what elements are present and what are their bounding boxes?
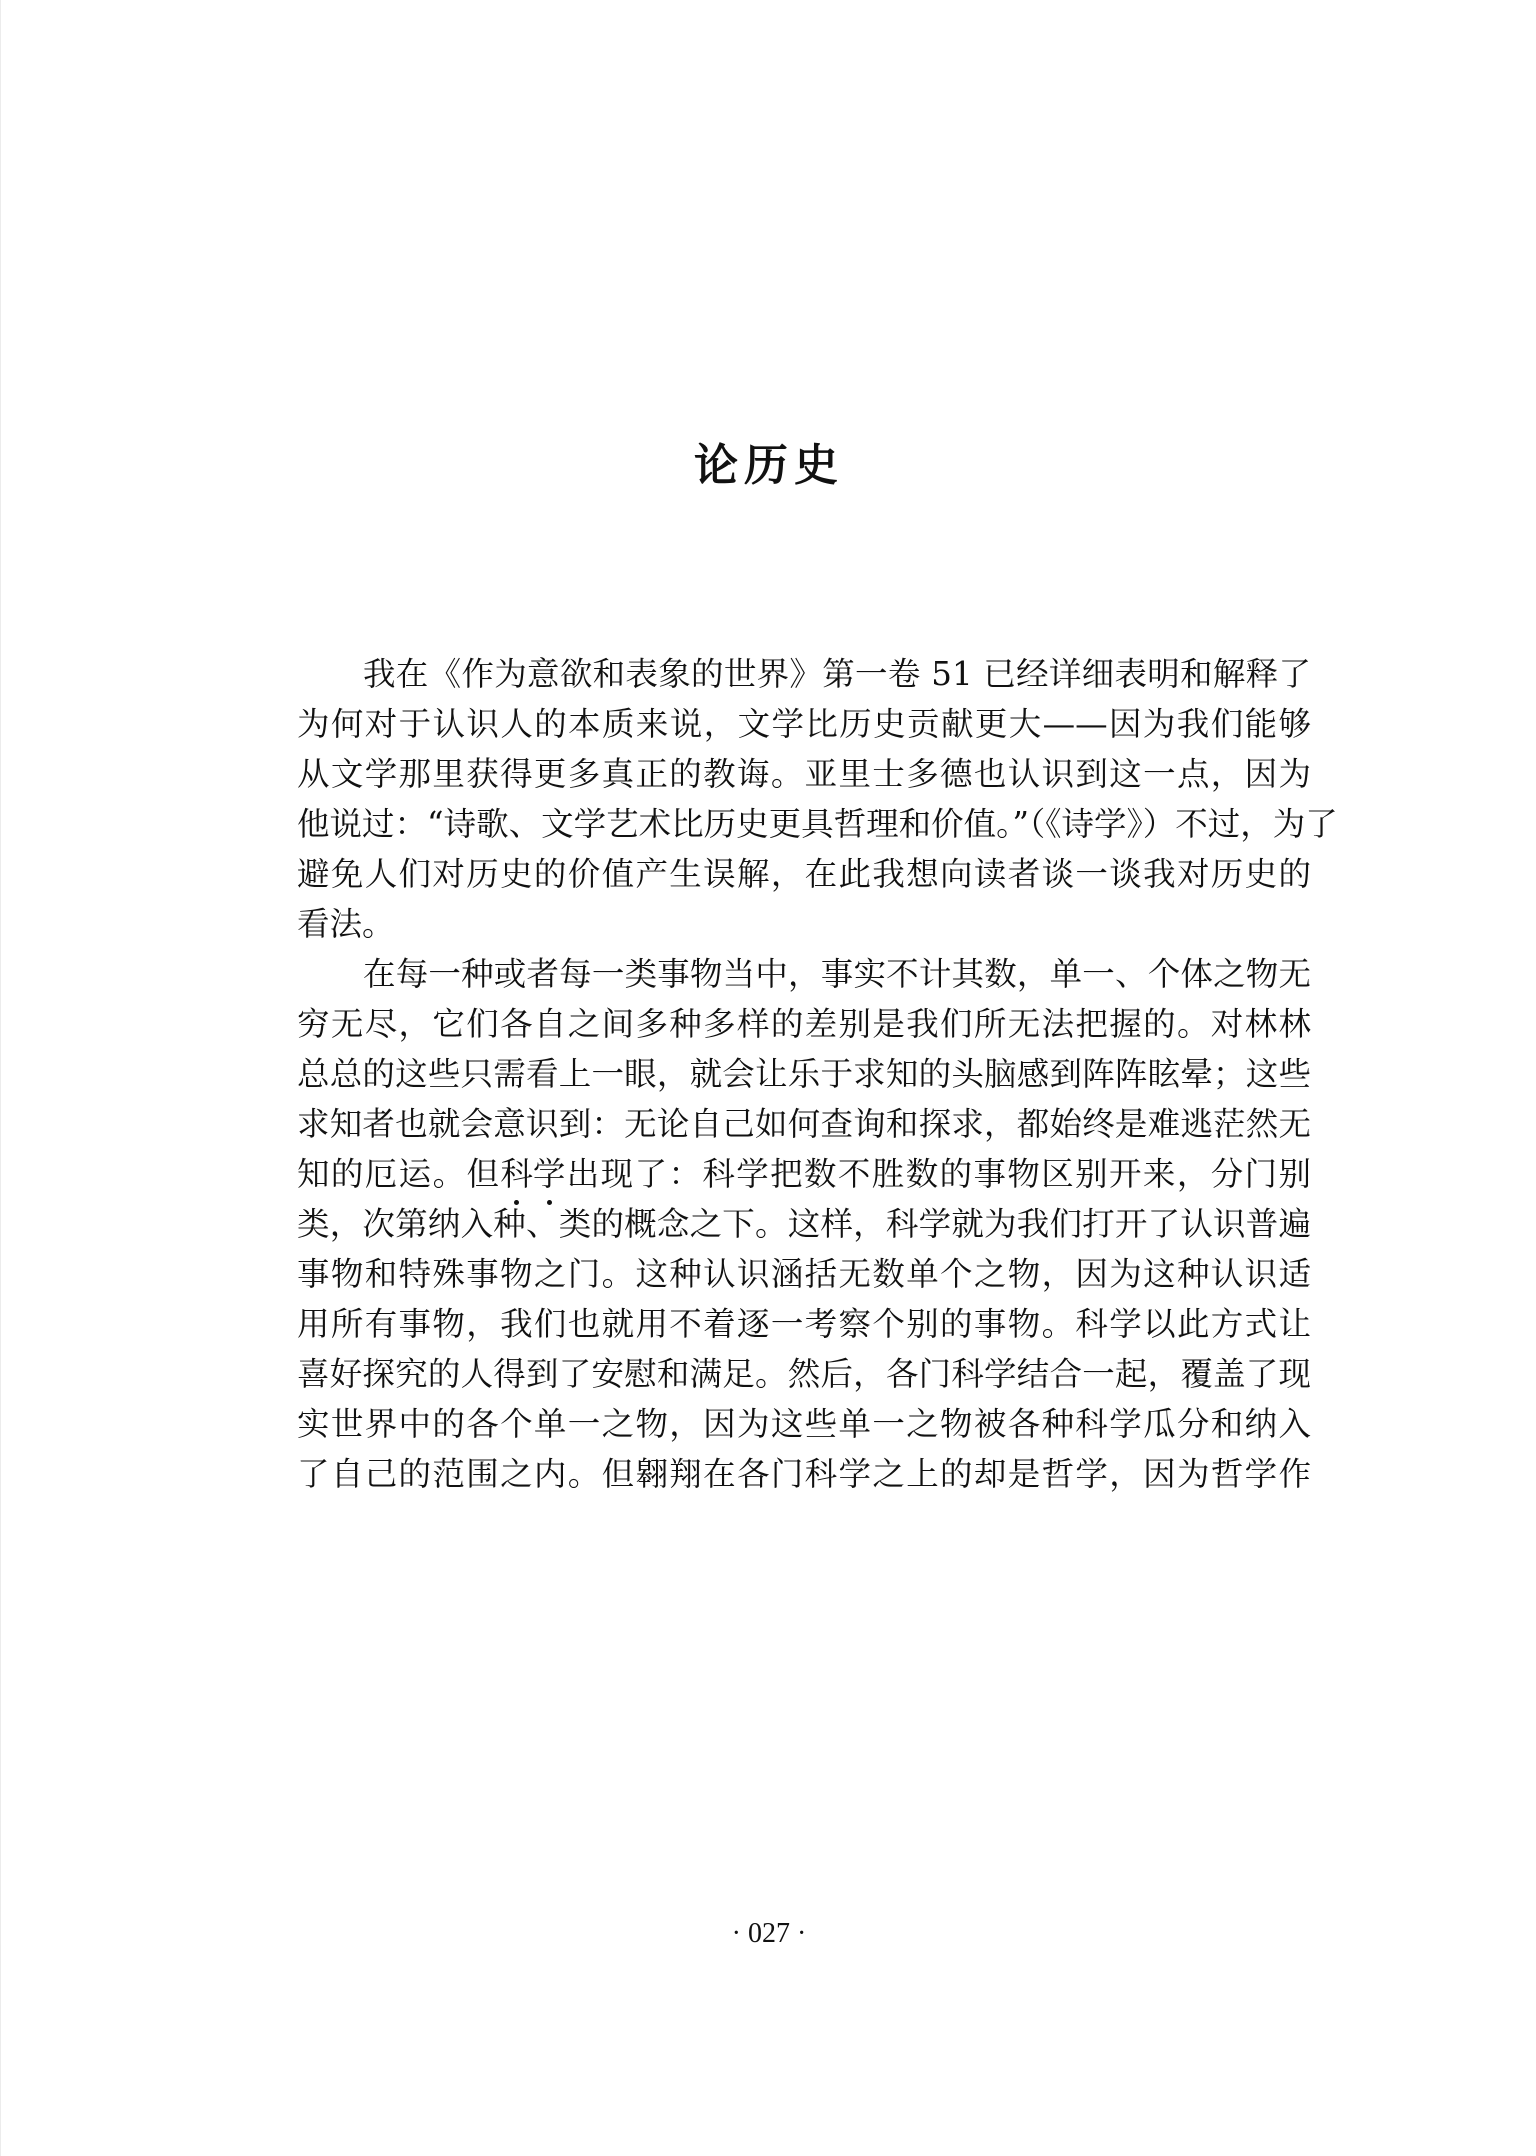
text-line: 在每一种或者每一类事物当中，事实不计其数，单一、个体之物无 [363, 955, 1311, 993]
text-line: 看法。 [297, 905, 395, 943]
text-line: 实世界中的各个单一之物，因为这些单一之物被各种科学瓜分和纳入 [297, 1405, 1311, 1443]
text-line: 他说过：“诗歌、文学艺术比历史更具哲理和价值。”（《诗学》）不过，为了 [297, 805, 1338, 843]
page-number: · 027 · [731, 1918, 807, 1949]
emphasized-character [500, 1149, 533, 1199]
chapter-title: 论历史 [694, 440, 844, 491]
text-segment: 知的厄运。但 [297, 1155, 501, 1193]
text-line: 了自己的范围之内。但翱翔在各门科学之上的却是哲学，因为哲学作 [297, 1455, 1311, 1493]
emphasized-character-text: 学 [532, 1155, 566, 1193]
paragraph-1 [297, 649, 1338, 949]
emphasized-character-text: 科 [500, 1155, 533, 1193]
text-segment: 出现了：科学把数不胜数的事物区别开来，分门别 [565, 1155, 1311, 1193]
text-line: 类，次第纳入种、类的概念之下。这样，科学就为我们打开了认识普遍 [297, 1205, 1311, 1243]
text-line: 求知者也就会意识到：无论自己如何查询和探求，都始终是难逃茫然无 [297, 1105, 1311, 1143]
text-line-with-emphasis [297, 1149, 1311, 1199]
text-line: 用所有事物，我们也就用不着逐一考察个别的事物。科学以此方式让 [297, 1305, 1311, 1343]
text-line: 从文学那里获得更多真正的教诲。亚里士多德也认识到这一点，因为 [297, 755, 1311, 793]
emphasis-dot [547, 1200, 552, 1205]
text-line: 喜好探究的人得到了安慰和满足。然后，各门科学结合一起，覆盖了现 [297, 1355, 1311, 1393]
text-line: 穷无尽，它们各自之间多种多样的差别是我们所无法把握的。对林林 [297, 1005, 1311, 1043]
text-line: 避免人们对历史的价值产生误解，在此我想向读者谈一谈我对历史的 [297, 855, 1311, 893]
text-line: 我在《作为意欲和表象的世界》第一卷 51 已经详细表明和解释了 [363, 655, 1311, 693]
text-line: 事物和特殊事物之门。这种认识涵括无数单个之物，因为这种认识适 [297, 1255, 1311, 1293]
text-line: 总总的这些只需看上一眼，就会让乐于求知的头脑感到阵阵眩晕；这些 [297, 1055, 1311, 1093]
body-text [297, 649, 1338, 1499]
text-line: 为何对于认识人的本质来说，文学比历史贡献更大——因为我们能够 [297, 705, 1311, 743]
emphasized-character [533, 1149, 566, 1199]
paragraph-2 [297, 949, 1311, 1499]
